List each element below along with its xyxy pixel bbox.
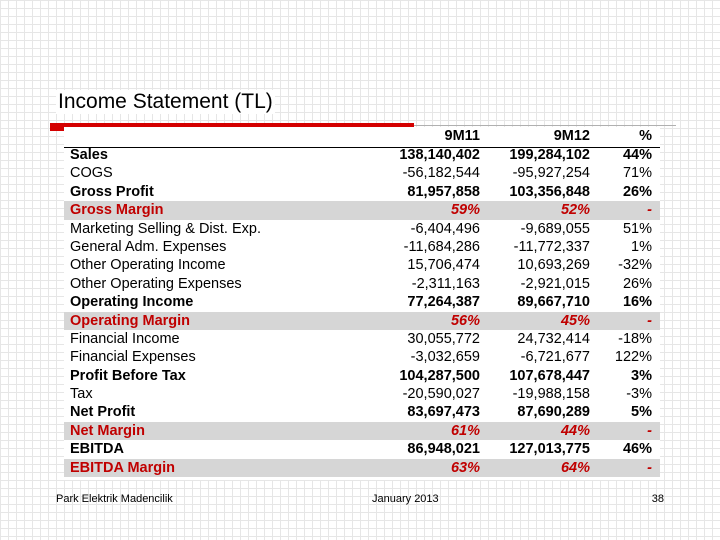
table-row	[64, 330, 660, 348]
row-label: Operating Income	[70, 294, 194, 311]
row-value-9m12: -95,927,254	[512, 165, 590, 182]
row-percent-change: -	[647, 459, 652, 476]
row-value-9m12: 44%	[560, 422, 590, 439]
row-percent-change: -	[647, 312, 652, 329]
table-row	[64, 385, 660, 403]
row-value-9m12: 199,284,102	[509, 147, 590, 163]
row-value-9m12: 64%	[560, 459, 590, 476]
row-label: Sales	[70, 147, 108, 163]
row-label: EBITDA	[70, 441, 124, 458]
table-row	[64, 440, 660, 458]
row-value-9m11: -2,311,163	[411, 275, 480, 292]
row-value-9m11: 30,055,772	[407, 330, 480, 347]
table-header-row	[64, 127, 660, 146]
footer-company: Park Elektrik Madencilik	[56, 493, 173, 505]
page-title: Income Statement (TL)	[58, 90, 273, 113]
row-label: COGS	[70, 165, 113, 182]
row-value-9m12: 127,013,775	[509, 441, 590, 458]
row-label: Other Operating Income	[70, 257, 226, 274]
row-value-9m11: -20,590,027	[402, 386, 480, 403]
row-value-9m11: 63%	[450, 459, 480, 476]
row-value-9m12: 89,667,710	[517, 294, 590, 311]
footer-date: January 2013	[372, 493, 439, 505]
table-row	[64, 367, 660, 385]
row-percent-change: -18%	[618, 330, 652, 347]
table-row	[64, 146, 660, 164]
row-value-9m11: -56,182,544	[402, 165, 480, 182]
header-rule	[414, 125, 676, 126]
table-row	[64, 293, 660, 311]
row-percent-change: 3%	[631, 367, 652, 384]
row-value-9m11: 138,140,402	[399, 147, 480, 163]
table-row	[64, 459, 660, 477]
row-label: Profit Before Tax	[70, 367, 186, 384]
row-value-9m11: 104,287,500	[399, 367, 480, 384]
row-value-9m11: 77,264,387	[407, 294, 480, 311]
row-label: General Adm. Expenses	[70, 238, 227, 255]
row-value-9m12: 24,732,414	[517, 330, 590, 347]
table-body	[64, 146, 660, 477]
row-value-9m12: -19,988,158	[512, 386, 590, 403]
table-row	[64, 403, 660, 421]
row-value-9m12: 103,356,848	[509, 183, 590, 200]
row-percent-change: 16%	[622, 294, 652, 311]
row-value-9m11: 81,957,858	[407, 183, 480, 200]
footer-page-number: 38	[651, 493, 664, 505]
row-value-9m12: 107,678,447	[509, 367, 590, 384]
row-percent-change: -	[647, 422, 652, 439]
column-header-9m11: 9M11	[444, 128, 480, 144]
row-value-9m11: 83,697,473	[407, 404, 480, 421]
table-row	[64, 220, 660, 238]
row-percent-change: 44%	[622, 147, 652, 163]
row-value-9m11: -3,032,659	[410, 349, 480, 366]
row-label: Net Margin	[70, 422, 145, 439]
table-row	[64, 183, 660, 201]
row-label: Tax	[70, 386, 93, 403]
row-value-9m12: 52%	[560, 202, 590, 219]
column-header-percent: %	[639, 128, 652, 144]
row-percent-change: 122%	[614, 349, 652, 366]
row-label: Financial Expenses	[70, 349, 196, 366]
row-percent-change: -3%	[626, 386, 652, 403]
row-percent-change: -32%	[618, 257, 652, 274]
row-value-9m11: 61%	[450, 422, 480, 439]
row-value-9m11: 15,706,474	[407, 257, 480, 274]
row-value-9m11: -11,684,286	[403, 238, 480, 255]
row-value-9m12: -2,921,015	[520, 275, 590, 292]
row-label: Financial Income	[70, 330, 180, 347]
row-value-9m12: -9,689,055	[520, 220, 590, 237]
row-value-9m11: 86,948,021	[407, 441, 480, 458]
row-percent-change: 46%	[622, 441, 652, 458]
row-percent-change: -	[647, 202, 652, 219]
table-row	[64, 312, 660, 330]
row-label: Net Profit	[70, 404, 136, 421]
row-label: Gross Profit	[70, 183, 154, 200]
table-row	[64, 348, 660, 366]
row-value-9m12: -11,772,337	[513, 238, 590, 255]
table-row	[64, 164, 660, 182]
table-row	[64, 201, 660, 219]
row-value-9m12: 45%	[560, 312, 590, 329]
row-value-9m12: -6,721,677	[520, 349, 590, 366]
row-percent-change: 51%	[622, 220, 652, 237]
table-row	[64, 256, 660, 274]
table-row	[64, 422, 660, 440]
row-value-9m12: 10,693,269	[517, 257, 590, 274]
income-statement-table	[64, 127, 660, 480]
row-percent-change: 5%	[631, 404, 652, 421]
row-percent-change: 26%	[622, 183, 652, 200]
table-row	[64, 238, 660, 256]
column-header-9m12: 9M12	[553, 128, 590, 144]
row-percent-change: 1%	[631, 238, 652, 255]
row-percent-change: 71%	[622, 165, 652, 182]
row-label: Marketing Selling & Dist. Exp.	[70, 220, 261, 237]
row-label: Other Operating Expenses	[70, 275, 242, 292]
row-value-9m12: 87,690,289	[517, 404, 590, 421]
row-label: Gross Margin	[70, 202, 164, 219]
table-row	[64, 275, 660, 293]
row-percent-change: 26%	[622, 275, 652, 292]
row-label: EBITDA Margin	[70, 459, 175, 476]
row-label: Operating Margin	[70, 312, 191, 329]
row-value-9m11: 59%	[450, 202, 480, 219]
row-value-9m11: 56%	[450, 312, 480, 329]
row-value-9m11: -6,404,496	[410, 220, 480, 237]
